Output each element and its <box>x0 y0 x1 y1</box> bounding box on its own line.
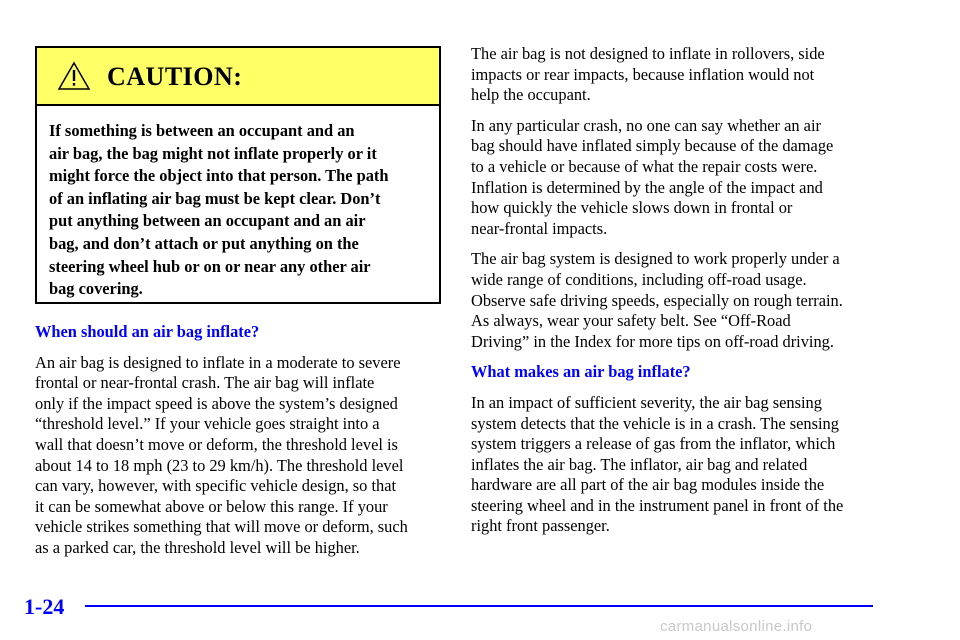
text-line: Driving” in the Index for more tips on off-road driving. <box>471 331 834 351</box>
paragraph-off-road <box>471 249 891 352</box>
section-heading-what-makes: What makes an air bag inflate? <box>471 362 691 382</box>
text-line: help the occupant. <box>471 85 591 105</box>
text-line: system triggers a release of gas from the inflator, which <box>471 434 836 454</box>
text-line: In any particular crash, no one can say whether an air <box>471 115 821 135</box>
text-line: Inflation is determined by the angle of the impact and <box>471 177 823 197</box>
text-line: to a vehicle or because of what the repair costs were. <box>471 156 818 176</box>
text-line: “threshold level.” If your vehicle goes straight into a <box>35 414 380 434</box>
page-number: 1-24 <box>24 594 65 619</box>
text-line: Observe safe driving speeds, especially on rough terrain. <box>471 290 843 310</box>
text-line: only if the impact speed is above the system’s designed <box>35 393 398 413</box>
text-line: steering wheel and in the instrument panel in front of the <box>471 495 844 515</box>
text-line: The air bag system is designed to work properly under a <box>471 249 840 269</box>
text-line: bag should have inflated simply because of the damage <box>471 136 834 156</box>
watermark: carmanualsonline.info <box>660 618 813 635</box>
text-line: near-frontal impacts. <box>471 218 608 238</box>
text-line: about 14 to 18 mph (23 to 29 km/h). The threshold level <box>35 455 404 475</box>
caution-line: might force the object into that person. The path <box>49 166 389 186</box>
text-line: wall that doesn’t move or deform, the threshold level is <box>35 434 398 454</box>
left-column <box>35 322 445 569</box>
right-column <box>471 44 891 547</box>
text-line: hardware are all part of the air bag modules inside the <box>471 475 825 495</box>
caution-box <box>35 46 441 304</box>
text-line: In an impact of sufficient severity, the air bag sensing <box>471 392 822 412</box>
caution-line: air bag, the bag might not inflate properly or it <box>49 143 377 163</box>
caution-text <box>37 106 439 301</box>
text-line: wide range of conditions, including off-road usage. <box>471 269 807 289</box>
warning-triangle-icon <box>57 61 91 91</box>
caution-line: bag, and don’t attach or put anything on the <box>49 233 359 253</box>
caution-line: If something is between an occupant and an <box>49 121 355 140</box>
section-heading-when: When should an air bag inflate? <box>35 322 260 341</box>
paragraph-rollovers <box>471 44 891 106</box>
text-line: The air bag is not designed to inflate in rollovers, side <box>471 44 825 63</box>
caution-header <box>37 48 439 106</box>
text-line: as a parked car, the threshold level will be higher. <box>35 537 360 557</box>
text-line: frontal or near-frontal crash. The air bag will inflate <box>35 373 375 393</box>
text-line: it can be somewhat above or below this range. If your <box>35 496 388 516</box>
text-line: right front passenger. <box>471 516 610 536</box>
text-line: how quickly the vehicle slows down in frontal or <box>471 198 793 218</box>
caution-title: CAUTION: <box>107 62 243 91</box>
caution-line: steering wheel hub or on or near any other air <box>49 256 371 276</box>
caution-line: bag covering. <box>49 279 143 299</box>
text-line: vehicle strikes something that will move or deform, such <box>35 517 408 537</box>
text-line: inflates the air bag. The inflator, air bag and related <box>471 454 808 474</box>
footer-divider <box>85 605 873 607</box>
text-line: system detects that the vehicle is in a crash. The sensing <box>471 413 839 433</box>
caution-line: put anything between an occupant and an air <box>49 211 366 231</box>
paragraph-sensing-system <box>471 393 891 537</box>
paragraph-particular-crash <box>471 116 891 240</box>
text-line: As always, wear your safety belt. See “Off-Road <box>471 311 791 331</box>
text-line: impacts or rear impacts, because inflation would not <box>471 64 815 84</box>
text-line: can vary, however, with specific vehicle design, so that <box>35 476 397 496</box>
paragraph-inflate-threshold <box>35 353 445 559</box>
caution-line: of an inflating air bag must be kept clear. Don’t <box>49 188 381 208</box>
text-line: An air bag is designed to inflate in a moderate to severe <box>35 352 401 372</box>
